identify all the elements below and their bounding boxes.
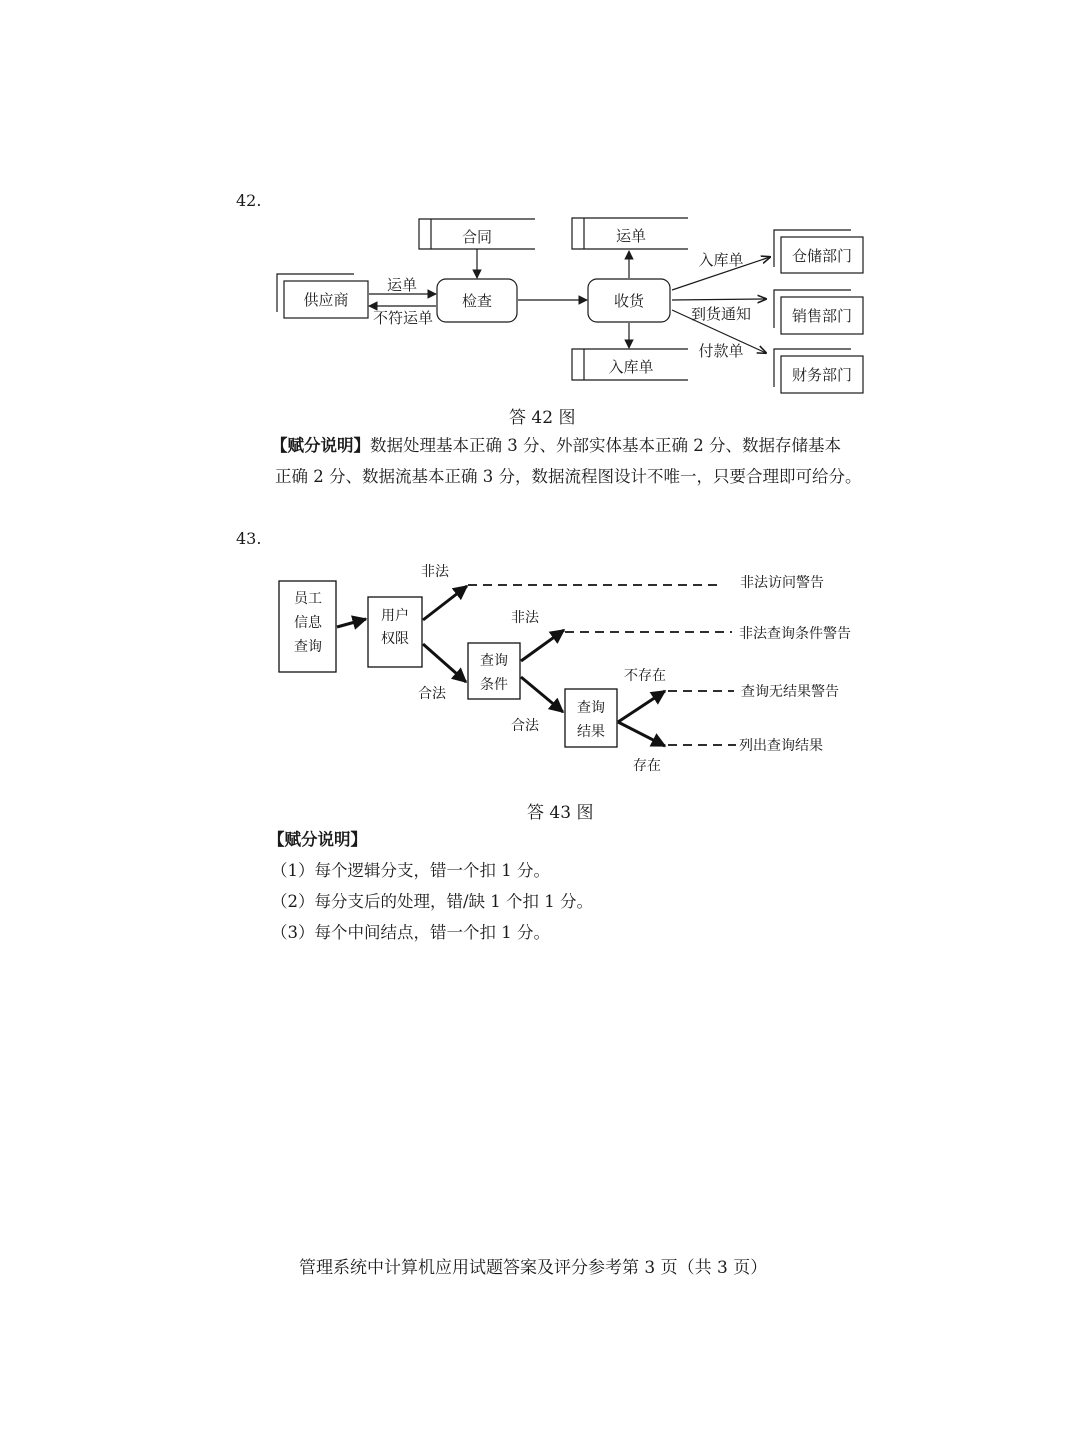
action-a1: 非法访问警告 <box>740 575 824 591</box>
store-receipt-label: 入库单 <box>608 358 654 376</box>
page-footer: 管理系统中计算机应用试题答案及评分参考第 3 页（共 3 页） <box>299 1258 768 1278</box>
entity-supplier-label: 供应商 <box>303 291 349 309</box>
edge-illegal1 <box>423 586 467 620</box>
node-result-line2: 结果 <box>577 724 605 740</box>
decision-tree <box>0 540 1080 790</box>
node-root-line1: 员工 <box>294 591 322 607</box>
note-42-line1 <box>271 430 841 461</box>
edge-legal1 <box>423 644 466 682</box>
action-a3: 查询无结果警告 <box>741 684 839 700</box>
note-43-title: 【赋分说明】 <box>268 830 367 849</box>
process-check-label: 检查 <box>461 292 493 310</box>
question-number-43: 43. <box>236 529 262 548</box>
flow-nonconforming-label: 不符运单 <box>372 309 434 327</box>
edge-root-permission <box>337 619 366 627</box>
action-a2: 非法查询条件警告 <box>739 626 851 642</box>
note-43-item-1: （1）每个逻辑分支，错一个扣 1 分。 <box>271 861 550 880</box>
node-condition-line2: 条件 <box>480 677 508 693</box>
data-flow-diagram <box>0 0 1080 420</box>
edge-exist <box>618 722 665 746</box>
node-condition-line1: 查询 <box>480 653 508 669</box>
node-root-line2: 信息 <box>294 615 322 631</box>
edge-legal2 <box>521 677 563 712</box>
label-not-exist: 不存在 <box>624 668 666 684</box>
flow-payment-label: 付款单 <box>698 342 744 360</box>
node-root-line3: 查询 <box>294 639 322 655</box>
label-legal2: 合法 <box>511 718 539 734</box>
label-exist: 存在 <box>633 758 661 774</box>
label-illegal2: 非法 <box>511 610 539 626</box>
store-waybill-label: 运单 <box>615 227 647 245</box>
node-permission-line1: 用户 <box>381 608 409 624</box>
entity-sales-label: 销售部门 <box>791 307 853 325</box>
flow-arrival-notice-label: 到货通知 <box>690 305 752 323</box>
node-permission-line2: 权限 <box>381 631 409 647</box>
label-illegal1: 非法 <box>421 564 449 580</box>
node-result-line1: 查询 <box>577 700 605 716</box>
entity-finance-label: 财务部门 <box>791 366 853 384</box>
note-43-item-2: （2）每分支后的处理，错/缺 1 个扣 1 分。 <box>271 892 594 911</box>
note-42-line2: 正确 2 分、数据流基本正确 3 分，数据流程图设计不唯一，只要合理即可给分。 <box>275 467 862 486</box>
note-43-item-3: （3）每个中间结点，错一个扣 1 分。 <box>271 923 550 942</box>
note-42-title: 【赋分说明】 <box>271 436 370 455</box>
caption-43: 答 43 图 <box>527 803 594 823</box>
flow-waybill-label: 运单 <box>386 276 418 294</box>
edge-not-exist <box>618 691 665 722</box>
store-contract-label: 合同 <box>461 228 493 246</box>
process-receive-label: 收货 <box>613 292 645 310</box>
edge-illegal2 <box>521 630 564 661</box>
action-a4: 列出查询结果 <box>739 738 823 754</box>
caption-42: 答 42 图 <box>509 408 576 428</box>
entity-warehouse-label: 仓储部门 <box>791 247 853 265</box>
question-number-42: 42. <box>236 191 262 210</box>
flow-arrival-notice <box>672 299 766 300</box>
note-42-text1: 数据处理基本正确 3 分、外部实体基本正确 2 分、数据存储基本 <box>370 436 841 455</box>
flow-receipt-label: 入库单 <box>698 251 744 269</box>
label-legal1: 合法 <box>418 686 446 702</box>
